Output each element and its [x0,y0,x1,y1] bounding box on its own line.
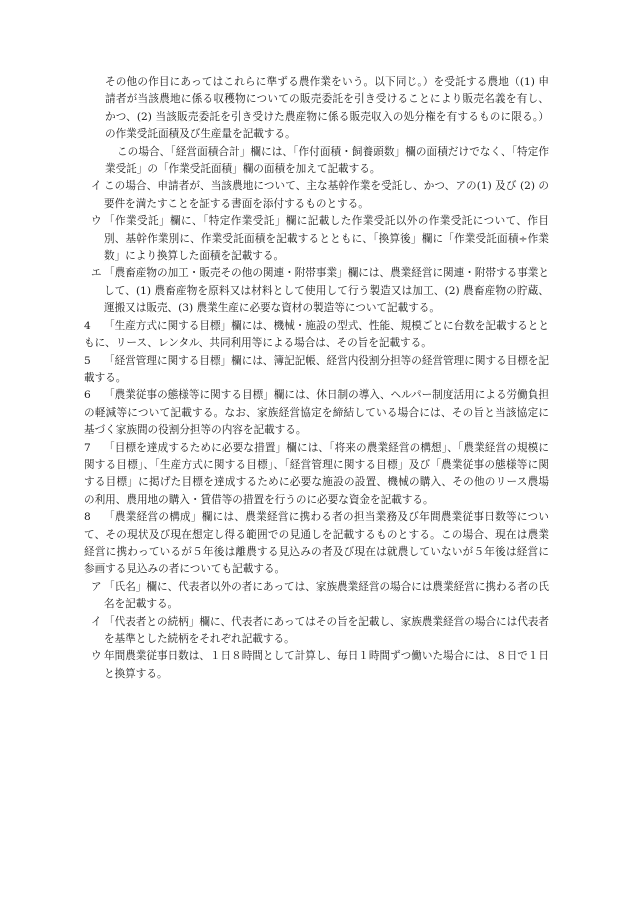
section-7 [84,440,549,510]
section-number: 6 [84,389,91,402]
item-text: この場合、申請者が、当該農地について、主な基幹作業を受託し、かつ、アの(1) 及び (2) の要件を満たすことを証する書面を添付するものとする。 [104,180,549,210]
section-text: 「経営管理に関する目標」欄には、簿記記帳、経営内役割分担等の経営管理に関する目標を記載する。 [84,354,549,384]
section-number: 8 [84,511,91,524]
section-6 [84,387,549,439]
item-text: 「作業受託」欄に、「特定作業受託」欄に記載した作業受託以外の作業受託について、作目別、基幹作業別に、作業受託面積を記載するとともに、「換算後」欄に「作業受託面積÷作業数」により換算した面積を記載する。 [104,215,549,263]
item-text: 「氏名」欄に、代表者以外の者にあっては、家族農業経営の場合には農業経営に携わる者の氏名を記載する。 [104,580,549,611]
section-8 [84,509,549,579]
item-u [91,213,549,265]
item-text: 「農畜産物の加工・販売その他の関連・附帯事業」欄には、農業経営に関連・附帯する事業として、(1) 農畜産物を原料又は材料として使用して行う製造又は加工、(2) 農畜産物の貯蔵、運搬又は販売、(3) 農業生産に必要な資材の製造等について記載する。 [104,267,549,315]
document-page [0,74,630,683]
paragraph-text: その他の作目にあってはこれらに準ずる農作業をいう。以下同じ。）を受託する農地（(1) 申請者が当該農地に係る収穫物についての販売委託を引き受けることにより販売名義を有し、かつ、(2) 当該販売委託を引き受けた農産物に係る販売収入の処分権を有するものに限る。）の作業受託面積及び生産量を記載する。 [105,76,549,141]
section-text: 「生産方式に関する目標」欄には、機械・施設の型式、性能、規模ごとに台数を記載するとともに、リース、レンタル、共同利用等による場合は、その旨を記載する。 [84,319,549,350]
section-text: 「農業経営の構成」欄には、農業経営に携わる者の担当業務及び年間農業従事日数等について、その現状及び現在想定し得る範囲での見通しを記載するものとする。この場合、現在は農業経営に携わっているが５年後は離農する見込みの者及び現在は就農していないが５年後は経営に参画する見込みの者についても記載する。 [84,511,549,576]
item-text: 「代表者との続柄」欄に、代表者にあってはその旨を記載し、家族農業経営の場合には代表者を基準とした続柄をそれぞれ記載する。 [104,615,549,645]
paragraph-continuation [105,74,549,144]
item-8-u [91,648,549,683]
section-text: 「目標を達成するために必要な措置」欄には、「将来の農業経営の構想」、「農業経営の規模に関する目標」、「生産方式に関する目標」、「経営管理に関する目標」及び「農業従事の態様等に関する目標」に掲げた目標を達成するために必要な施設の設置、機械の購入、その他のリース農場の利用、農用地の購入・賃借等の措置を行うのに必要な資金を記載する。 [84,441,549,506]
section-4 [84,318,549,353]
section-number: 4 [84,319,91,332]
item-label: ア [91,580,102,593]
section-number: 7 [84,441,91,454]
item-8-i [91,614,549,649]
item-label: イ [91,180,102,193]
item-8-a [91,579,549,614]
section-5 [84,353,549,388]
item-label: ウ [91,650,102,663]
section-number: 5 [84,354,91,367]
section-text: 「農業従事の態様等に関する目標」欄には、休日制の導入、ヘルパー制度活用による労働負担の軽減等について記載する。なお、家族経営協定を締結している場合には、その旨と当該協定に基づく家族間の役割分担等の内容を記載する。 [84,389,549,437]
item-label: ウ [91,215,102,228]
paragraph-text: この場合、「経営面積合計」欄には、「作付面積・飼養頭数」欄の面積だけでなく、「特定作業受託」の「作業受託面積」欄の面積を加えて記載する。 [105,145,549,176]
paragraph-note [105,144,549,179]
item-e [91,265,549,317]
item-label: エ [91,267,102,280]
item-label: イ [91,615,102,628]
item-i [91,178,549,213]
item-text: 年間農業従事日数は、１日８時間として計算し、毎日１時間ずつ働いた場合には、８日で１日と換算する。 [104,650,549,680]
